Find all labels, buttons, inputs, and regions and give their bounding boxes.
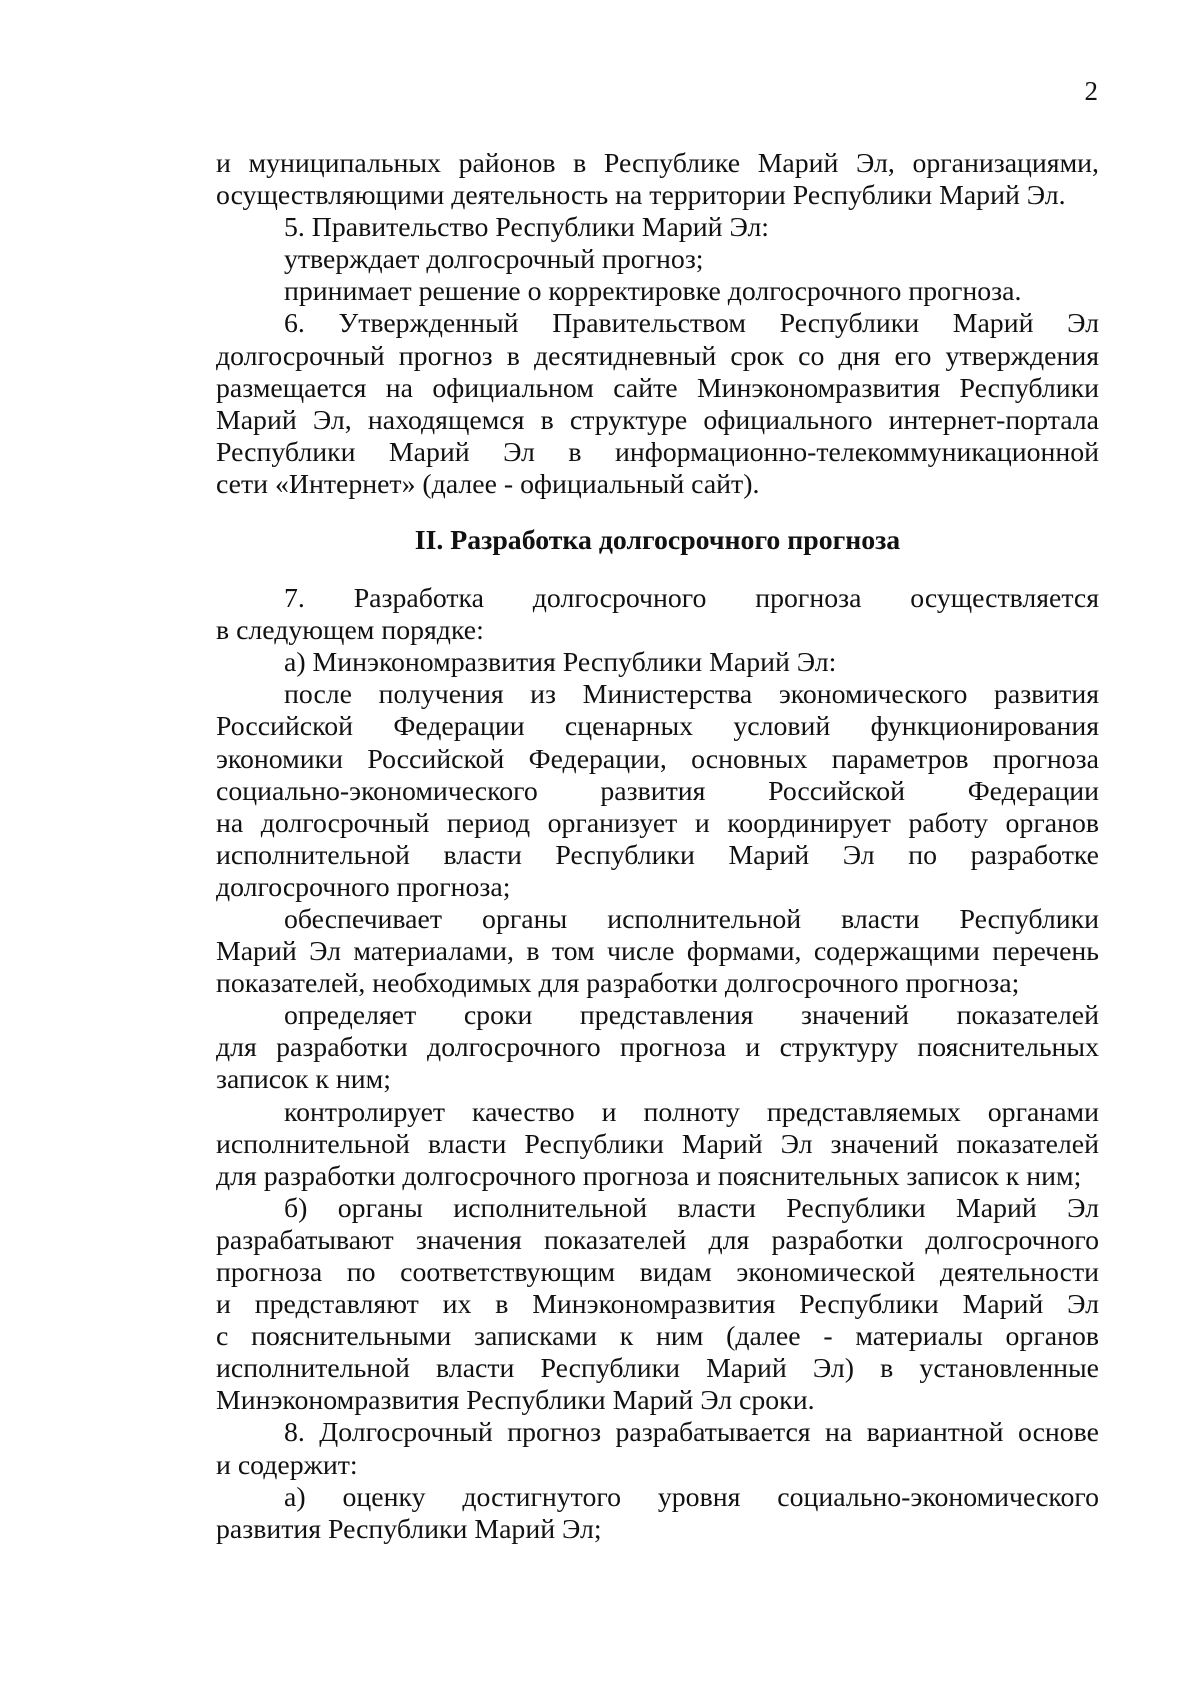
text-line: на долгосрочный период организует и координирует работу органов [216,807,1099,839]
text-line: 5. Правительство Республики Марий Эл: [284,212,770,244]
text-line: а) Минэкономразвития Республики Марий Эл: [284,647,837,679]
section-one-text [216,148,1099,501]
text-line: обеспечивает органы исполнительной власти Республики [284,903,1099,935]
text-line: Российской Федерации сценарных условий функционирования [216,711,1099,743]
text-line: определяет сроки представления значений показателей [284,1000,1099,1032]
text-line: исполнительной власти Республики Марий Эл значений показателей [216,1128,1099,1160]
text-line: записок к ним; [216,1064,391,1096]
text-line: контролирует качество и полноту представляемых органами [284,1096,1099,1128]
text-line: экономики Российской Федерации, основных параметров прогноза [216,743,1099,775]
text-line: принимает решение о корректировке долгосрочного прогноза. [284,276,1022,308]
text-line: Республики Марий Эл в информационно-телекоммуникационной [216,436,1099,468]
text-line: после получения из Министерства экономического развития [284,679,1099,711]
text-line: с пояснительными записками к ним (далее - материалы органов [216,1321,1099,1353]
text-line: развития Республики Марий Эл; [216,1513,602,1545]
text-line: для разработки долгосрочного прогноза и пояснительных записок к ним; [216,1160,1082,1192]
text-line: утверждает долгосрочный прогноз; [284,244,704,276]
document-body [216,148,1099,1546]
text-line: показателей, необходимых для разработки долгосрочного прогноза; [216,968,1020,1000]
text-line: осуществляющими деятельность на территории Республики Марий Эл. [216,180,1066,212]
text-line: и муниципальных районов в Республике Марий Эл, организациями, [216,148,1099,179]
text-line: сети «Интернет» (далее - официальный сайт). [216,468,760,500]
text-line: Марий Эл материалами, в том числе формами, содержащими перечень [216,936,1099,968]
section-two-text [216,583,1099,1546]
section-heading: II. Разработка долгосрочного прогноза [414,525,901,557]
text-line: прогноза по соответствующим видам экономической деятельности [216,1257,1099,1288]
text-line: а) оценку достигнутого уровня социально-экономического [284,1481,1099,1513]
text-line: долгосрочного прогноза; [216,871,511,903]
text-line: для разработки долгосрочного прогноза и структуру пояснительных [216,1032,1099,1064]
text-line: в следующем порядке: [216,615,484,647]
text-line: долгосрочный прогноз в десятидневный срок со дня его утверждения [216,340,1099,372]
text-line: социально-экономического развития Российской Федерации [216,775,1099,807]
text-line: 7. Разработка долгосрочного прогноза осуществляется [284,583,1099,615]
text-line: и представляют их в Минэкономразвития Республики Марий Эл [216,1289,1099,1321]
page-number: 2 [1084,76,1098,106]
text-line: исполнительной власти Республики Марий Эл по разработке [216,839,1099,871]
text-line: Минэкономразвития Республики Марий Эл сроки. [216,1385,815,1417]
text-line: и содержит: [216,1449,358,1481]
text-line: размещается на официальном сайте Минэкономразвития Республики [216,372,1099,404]
text-line: разрабатывают значения показателей для разработки долгосрочного [216,1224,1099,1256]
text-line: Марий Эл, находящемся в структуре официального интернет-портала [216,404,1099,436]
text-line: исполнительной власти Республики Марий Эл) в установленные [216,1353,1099,1385]
text-line: 8. Долгосрочный прогноз разрабатывается на вариантной основе [284,1417,1099,1449]
text-line: 6. Утвержденный Правительством Республики Марий Эл [284,308,1099,340]
text-line: б) органы исполнительной власти Республики Марий Эл [284,1192,1099,1224]
